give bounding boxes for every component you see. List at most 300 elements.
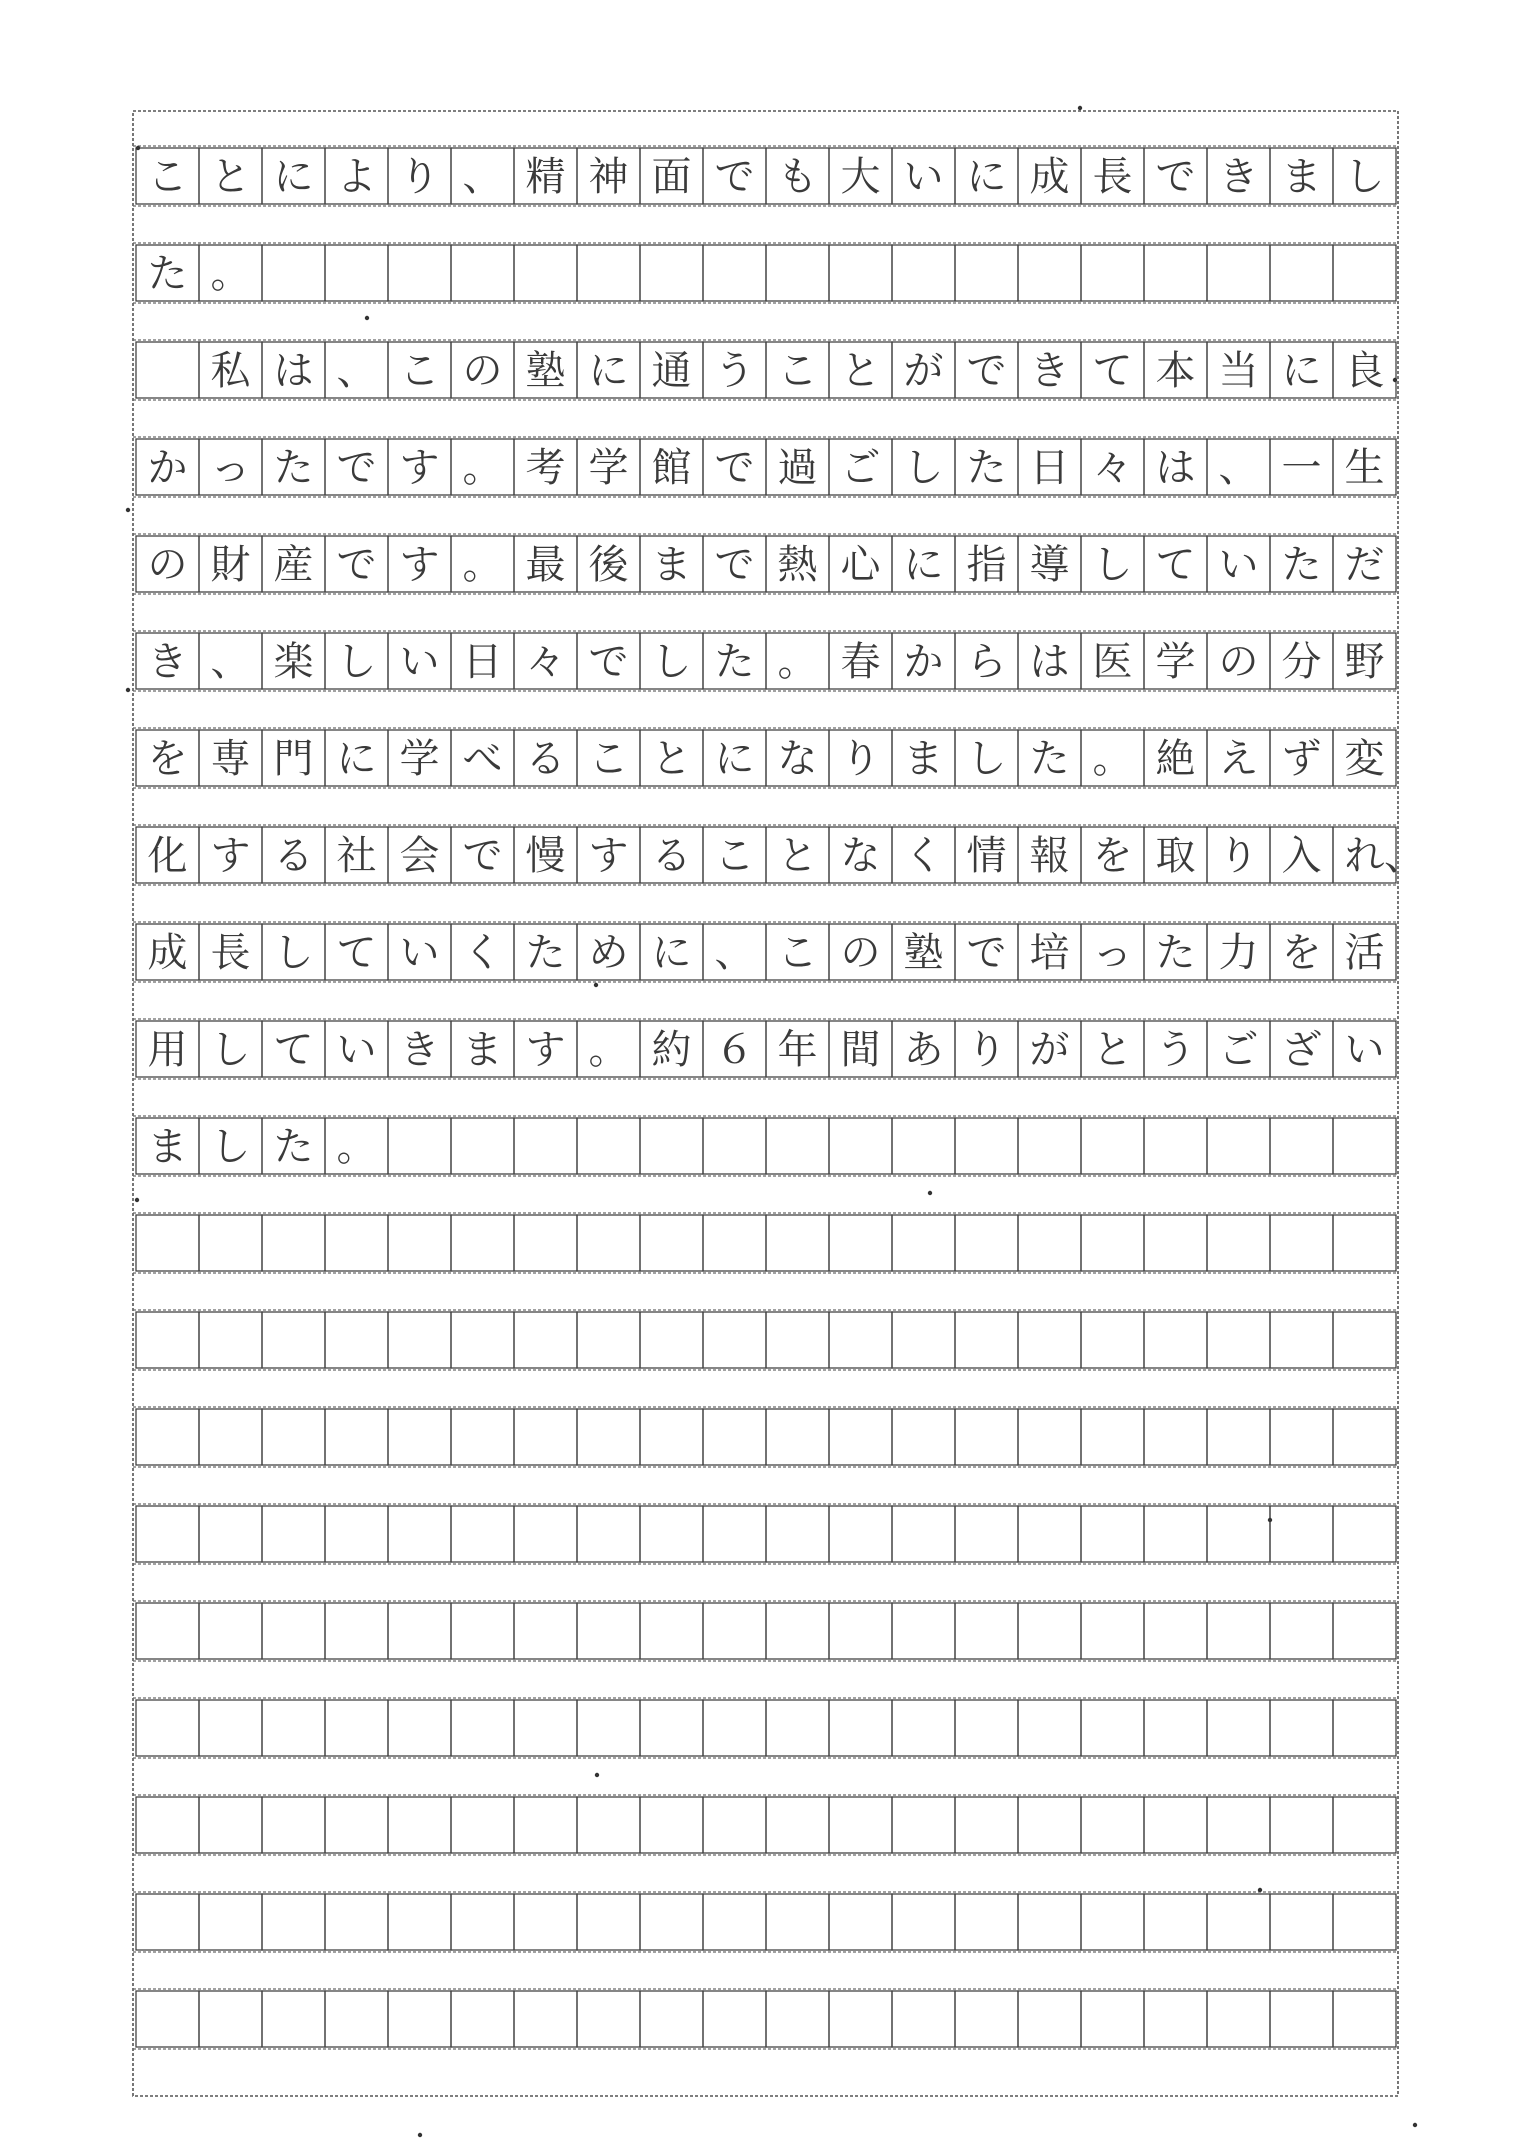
manuscript-character: 。 <box>462 445 503 491</box>
grid-cell <box>388 1215 451 1271</box>
manuscript-character: は <box>1155 445 1196 491</box>
grid-cell <box>766 1603 829 1659</box>
grid-cell <box>388 245 451 301</box>
grid-cell <box>766 1312 829 1368</box>
grid-cell <box>1144 1700 1207 1756</box>
manuscript-character: い <box>336 1027 377 1073</box>
manuscript-character: り <box>966 1027 1007 1073</box>
manuscript-character: な <box>840 833 881 879</box>
manuscript-character: き <box>1218 154 1259 200</box>
manuscript-character: た <box>147 251 188 297</box>
manuscript-character: 門 <box>273 736 314 782</box>
grid-cell <box>388 1894 451 1950</box>
manuscript-character: と <box>777 833 818 879</box>
manuscript-character: 野 <box>1344 639 1385 685</box>
manuscript-character: は <box>273 348 314 394</box>
manuscript-character: 取 <box>1155 833 1196 879</box>
grid-cell <box>829 1991 892 2047</box>
grid-cell <box>262 1991 325 2047</box>
grid-cell <box>325 1603 388 1659</box>
grid-cell <box>1333 1312 1396 1368</box>
grid-cell <box>1333 1700 1396 1756</box>
manuscript-character: り <box>399 154 440 200</box>
manuscript-character: し <box>903 445 944 491</box>
scan-speck <box>595 1773 599 1777</box>
grid-cell <box>1270 1797 1333 1853</box>
grid-cell <box>451 1991 514 2047</box>
grid-cell <box>766 1991 829 2047</box>
grid-cell <box>1144 1312 1207 1368</box>
manuscript-character: た <box>966 445 1007 491</box>
manuscript-character: べ <box>462 736 503 782</box>
grid-cell <box>703 1215 766 1271</box>
manuscript-character: し <box>210 1124 251 1170</box>
manuscript-character: 考 <box>525 445 566 491</box>
grid-cell <box>325 1991 388 2047</box>
grid-cell <box>640 1409 703 1465</box>
grid-cell <box>199 1603 262 1659</box>
grid-cell <box>1018 1894 1081 1950</box>
grid-row <box>133 1116 1398 1176</box>
grid-cell <box>136 1894 199 1950</box>
grid-cell <box>577 1603 640 1659</box>
grid-cell <box>703 1118 766 1174</box>
grid-cell <box>829 1894 892 1950</box>
grid-cell <box>451 1506 514 1562</box>
grid-cell <box>1144 1603 1207 1659</box>
manuscript-character: て <box>273 1027 314 1073</box>
grid-cell <box>892 1409 955 1465</box>
manuscript-character: す <box>399 542 440 588</box>
manuscript-character: の <box>147 542 188 588</box>
manuscript-character: を <box>147 736 188 782</box>
manuscript-character: か <box>147 445 188 491</box>
grid-cell <box>451 1118 514 1174</box>
manuscript-character: で <box>336 445 377 491</box>
grid-cell <box>514 1118 577 1174</box>
manuscript-character: 、 <box>462 154 503 200</box>
grid-cell <box>1018 1700 1081 1756</box>
grid-cell <box>1333 1215 1396 1271</box>
manuscript-character: ら <box>966 639 1007 685</box>
grid-cell <box>1018 1603 1081 1659</box>
grid-cell <box>640 1118 703 1174</box>
grid-cell <box>577 1409 640 1465</box>
manuscript-character: で <box>966 348 1007 394</box>
manuscript-character: 通 <box>651 348 692 394</box>
manuscript-character: で <box>714 445 755 491</box>
grid-cell <box>766 1506 829 1562</box>
grid-cell <box>1018 1312 1081 1368</box>
grid-cell <box>1081 1118 1144 1174</box>
manuscript-character: 入 <box>1281 833 1322 879</box>
manuscript-character: が <box>1029 1027 1070 1073</box>
manuscript-character: し <box>651 639 692 685</box>
grid-cell <box>1333 1603 1396 1659</box>
manuscript-character: 指 <box>966 542 1007 588</box>
grid-cell <box>136 1603 199 1659</box>
manuscript-character: い <box>903 154 944 200</box>
manuscript-line <box>148 833 1425 879</box>
manuscript-character: と <box>210 154 251 200</box>
scan-speck <box>928 1191 932 1195</box>
manuscript-character: こ <box>399 348 440 394</box>
grid-cell <box>955 1700 1018 1756</box>
grid-cell <box>577 1312 640 1368</box>
grid-row <box>133 922 1398 982</box>
manuscript-character: 、 <box>1384 833 1424 879</box>
manuscript-character: こ <box>588 736 629 782</box>
grid-cell <box>1018 1797 1081 1853</box>
manuscript-character: 々 <box>525 639 566 685</box>
manuscript-character: と <box>1092 1027 1133 1073</box>
manuscript-character: 、 <box>714 930 755 976</box>
grid-cell <box>955 1603 1018 1659</box>
grid-cell <box>451 1603 514 1659</box>
grid-row <box>133 728 1398 788</box>
manuscript-character: に <box>651 930 692 976</box>
scan-speck <box>1078 106 1082 110</box>
manuscript-character: を <box>1092 833 1133 879</box>
manuscript-grid <box>133 111 1398 2096</box>
grid-cell <box>703 1991 766 2047</box>
manuscript-character: き <box>147 639 188 685</box>
manuscript-character: 長 <box>210 930 251 976</box>
grid-cell <box>640 1991 703 2047</box>
manuscript-character: め <box>588 930 629 976</box>
manuscript-character: こ <box>147 154 188 200</box>
manuscript-character: で <box>588 639 629 685</box>
grid-cell <box>1333 1409 1396 1465</box>
manuscript-character: っ <box>210 445 251 491</box>
grid-cell <box>451 1700 514 1756</box>
grid-row <box>133 1892 1398 1952</box>
grid-cell <box>892 1797 955 1853</box>
manuscript-character: る <box>651 833 692 879</box>
manuscript-character: 熱 <box>777 542 818 588</box>
manuscript-character: 後 <box>588 542 629 588</box>
manuscript-character: ご <box>840 445 881 491</box>
manuscript-character: 面 <box>651 154 692 200</box>
grid-cell <box>577 1700 640 1756</box>
grid-cell <box>577 1894 640 1950</box>
manuscript-character: 塾 <box>525 348 566 394</box>
grid-cell <box>892 1215 955 1271</box>
manuscript-character: 神 <box>588 154 629 200</box>
manuscript-character: 年 <box>777 1027 818 1073</box>
grid-row <box>133 1504 1398 1564</box>
grid-cell <box>829 1797 892 1853</box>
grid-cell <box>199 1894 262 1950</box>
manuscript-character: た <box>1281 542 1322 588</box>
grid-cell <box>1270 1118 1333 1174</box>
grid-cell <box>892 1506 955 1562</box>
grid-cell <box>1333 1797 1396 1853</box>
scan-speck <box>418 2133 422 2137</box>
manuscript-character: 。 <box>210 251 251 297</box>
grid-cell <box>1207 1506 1270 1562</box>
manuscript-character: 最 <box>525 542 566 588</box>
grid-cell <box>262 1409 325 1465</box>
manuscript-character: 活 <box>1344 930 1385 976</box>
manuscript-character: 、 <box>1218 445 1259 491</box>
manuscript-character: 成 <box>1029 154 1070 200</box>
manuscript-character: 社 <box>336 833 377 879</box>
grid-cell <box>577 1991 640 2047</box>
manuscript-character: で <box>462 833 503 879</box>
manuscript-character: た <box>714 639 755 685</box>
manuscript-character: 精 <box>525 154 566 200</box>
manuscript-character: を <box>1281 930 1322 976</box>
manuscript-character: で <box>714 154 755 200</box>
manuscript-character: 。 <box>462 542 503 588</box>
manuscript-character: も <box>777 154 818 200</box>
grid-cell <box>325 245 388 301</box>
grid-cell <box>1270 1603 1333 1659</box>
manuscript-character: 楽 <box>273 639 314 685</box>
grid-cell <box>955 1312 1018 1368</box>
grid-cell <box>703 245 766 301</box>
grid-cell <box>1207 1409 1270 1465</box>
grid-cell <box>1081 1312 1144 1368</box>
grid-cell <box>1018 1409 1081 1465</box>
manuscript-character: た <box>273 445 314 491</box>
grid-cell <box>514 1215 577 1271</box>
grid-cell <box>514 245 577 301</box>
grid-cell <box>325 1215 388 1271</box>
manuscript-character: の <box>462 348 503 394</box>
grid-cell <box>451 1215 514 1271</box>
grid-cell <box>388 1118 451 1174</box>
manuscript-character: 分 <box>1281 639 1322 685</box>
manuscript-character: り <box>1218 833 1259 879</box>
manuscript-character: た <box>1155 930 1196 976</box>
manuscript-character: 。 <box>336 1124 377 1170</box>
manuscript-character: 医 <box>1092 639 1133 685</box>
manuscript-character: た <box>273 1124 314 1170</box>
grid-cell <box>1333 1506 1396 1562</box>
manuscript-character: 日 <box>462 639 503 685</box>
grid-cell <box>577 1215 640 1271</box>
scan-specks <box>126 106 1417 2137</box>
manuscript-character: 学 <box>1155 639 1196 685</box>
grid-cell <box>640 1700 703 1756</box>
grid-cell <box>325 1700 388 1756</box>
manuscript-character: ず <box>1281 736 1322 782</box>
grid-cell <box>388 1409 451 1465</box>
grid-row <box>133 1795 1398 1855</box>
grid-cell <box>640 1603 703 1659</box>
grid-cell <box>766 1894 829 1950</box>
manuscript-character: す <box>525 1027 566 1073</box>
manuscript-character: え <box>1218 736 1259 782</box>
grid-cell <box>892 1700 955 1756</box>
grid-cell <box>892 1118 955 1174</box>
grid-cell <box>766 1215 829 1271</box>
grid-cell <box>703 1797 766 1853</box>
grid-cell <box>262 1603 325 1659</box>
manuscript-character: だ <box>1344 542 1385 588</box>
scan-speck <box>136 146 140 150</box>
manuscript-character: た <box>1029 736 1070 782</box>
manuscript-character: 私 <box>210 348 251 394</box>
grid-cell <box>1333 1894 1396 1950</box>
manuscript-character: 大 <box>840 154 881 200</box>
grid-cell <box>955 1506 1018 1562</box>
grid-row <box>133 437 1398 497</box>
grid-cell <box>1081 1506 1144 1562</box>
grid-cell <box>136 1215 199 1271</box>
manuscript-character: き <box>399 1027 440 1073</box>
manuscript-character: 。 <box>777 639 818 685</box>
manuscript-character: 過 <box>777 445 818 491</box>
grid-cell <box>325 1797 388 1853</box>
grid-cell <box>577 1797 640 1853</box>
grid-row <box>133 1698 1398 1758</box>
grid-cell <box>892 1991 955 2047</box>
grid-row <box>133 1989 1398 2049</box>
grid-cell <box>829 1700 892 1756</box>
grid-cell <box>1207 245 1270 301</box>
grid-cell <box>1333 245 1396 301</box>
grid-row <box>133 146 1398 206</box>
manuscript-character: る <box>273 833 314 879</box>
scan-speck <box>365 316 369 320</box>
grid-cell <box>1081 1603 1144 1659</box>
grid-cell <box>703 1894 766 1950</box>
manuscript-character: ６ <box>714 1027 755 1073</box>
grid-cell <box>1270 245 1333 301</box>
grid-cell <box>892 245 955 301</box>
grid-cell <box>451 1894 514 1950</box>
grid-cell <box>640 1506 703 1562</box>
grid-cell <box>136 1312 199 1368</box>
grid-cell <box>640 245 703 301</box>
manuscript-character: 培 <box>1029 930 1070 976</box>
grid-cell <box>1270 1991 1333 2047</box>
grid-cell <box>1081 1700 1144 1756</box>
manuscript-character: に <box>588 348 629 394</box>
manuscript-character: こ <box>714 833 755 879</box>
grid-row <box>133 243 1398 303</box>
grid-cell <box>829 1312 892 1368</box>
grid-cell <box>451 245 514 301</box>
manuscript-character: 間 <box>840 1027 881 1073</box>
manuscript-character: 心 <box>840 542 881 588</box>
manuscript-character: 用 <box>147 1027 188 1073</box>
grid-cell <box>1081 1797 1144 1853</box>
manuscript-character: 会 <box>399 833 440 879</box>
grid-cell <box>199 1991 262 2047</box>
grid-cell <box>514 1700 577 1756</box>
manuscript-character: 良 <box>1344 348 1385 394</box>
grid-cell <box>136 342 199 398</box>
manuscript-character: に <box>903 542 944 588</box>
grid-cell <box>1144 1409 1207 1465</box>
grid-cell <box>577 245 640 301</box>
manuscript-character: で <box>714 542 755 588</box>
grid-cell <box>1018 1118 1081 1174</box>
manuscript-character: き <box>1029 348 1070 394</box>
grid-cell <box>388 1700 451 1756</box>
manuscript-character: ま <box>651 542 692 588</box>
manuscript-character: く <box>903 833 944 879</box>
manuscript-character: は <box>1029 639 1070 685</box>
manuscript-character: 成 <box>147 930 188 976</box>
grid-cell <box>766 1409 829 1465</box>
manuscript-character: す <box>399 445 440 491</box>
grid-cell <box>262 245 325 301</box>
manuscript-character: い <box>399 639 440 685</box>
scan-speck <box>135 1198 139 1202</box>
grid-cell <box>325 1506 388 1562</box>
manuscript-character: 報 <box>1029 833 1070 879</box>
manuscript-character: 化 <box>147 833 188 879</box>
grid-cell <box>955 1797 1018 1853</box>
grid-cell <box>388 1603 451 1659</box>
grid-cell <box>1144 245 1207 301</box>
grid-cell <box>1207 1603 1270 1659</box>
grid-cell <box>829 1215 892 1271</box>
grid-cell <box>262 1894 325 1950</box>
grid-cell <box>703 1506 766 1562</box>
scan-speck <box>126 688 130 692</box>
manuscript-character: て <box>1092 348 1133 394</box>
manuscript-character: に <box>1281 348 1322 394</box>
grid-cell <box>388 1506 451 1562</box>
grid-cell <box>829 1506 892 1562</box>
grid-cell <box>451 1312 514 1368</box>
grid-cell <box>577 1506 640 1562</box>
grid-cell <box>325 1894 388 1950</box>
grid-cell <box>640 1894 703 1950</box>
manuscript-character: す <box>210 833 251 879</box>
manuscript-character: く <box>462 930 503 976</box>
grid-cell <box>262 1506 325 1562</box>
manuscript-character: 、 <box>210 639 251 685</box>
grid-cell <box>955 1215 1018 1271</box>
grid-cell <box>1081 1409 1144 1465</box>
grid-cell <box>136 1991 199 2047</box>
manuscript-character: 財 <box>210 542 251 588</box>
grid-cell <box>1270 1700 1333 1756</box>
manuscript-character: に <box>714 736 755 782</box>
scan-speck <box>126 508 130 512</box>
grid-cell <box>514 1991 577 2047</box>
grid-cell <box>640 1312 703 1368</box>
grid-cell <box>955 1894 1018 1950</box>
manuscript-character: 生 <box>1344 445 1385 491</box>
manuscript-character: に <box>336 736 377 782</box>
grid-cell <box>514 1312 577 1368</box>
grid-cell <box>703 1700 766 1756</box>
grid-cell <box>1207 1797 1270 1853</box>
grid-row <box>133 1407 1398 1467</box>
grid-cell <box>1207 1215 1270 1271</box>
grid-row <box>133 340 1398 400</box>
grid-cell <box>892 1894 955 1950</box>
grid-cell <box>136 1409 199 1465</box>
grid-cell <box>829 245 892 301</box>
manuscript-character: あ <box>903 1027 944 1073</box>
grid-row <box>133 825 1398 885</box>
grid-row <box>133 1310 1398 1370</box>
grid-cell <box>892 1312 955 1368</box>
grid-cell <box>1018 1991 1081 2047</box>
manuscript-character: り <box>840 736 881 782</box>
grid-cell <box>955 1991 1018 2047</box>
manuscript-character: に <box>966 154 1007 200</box>
